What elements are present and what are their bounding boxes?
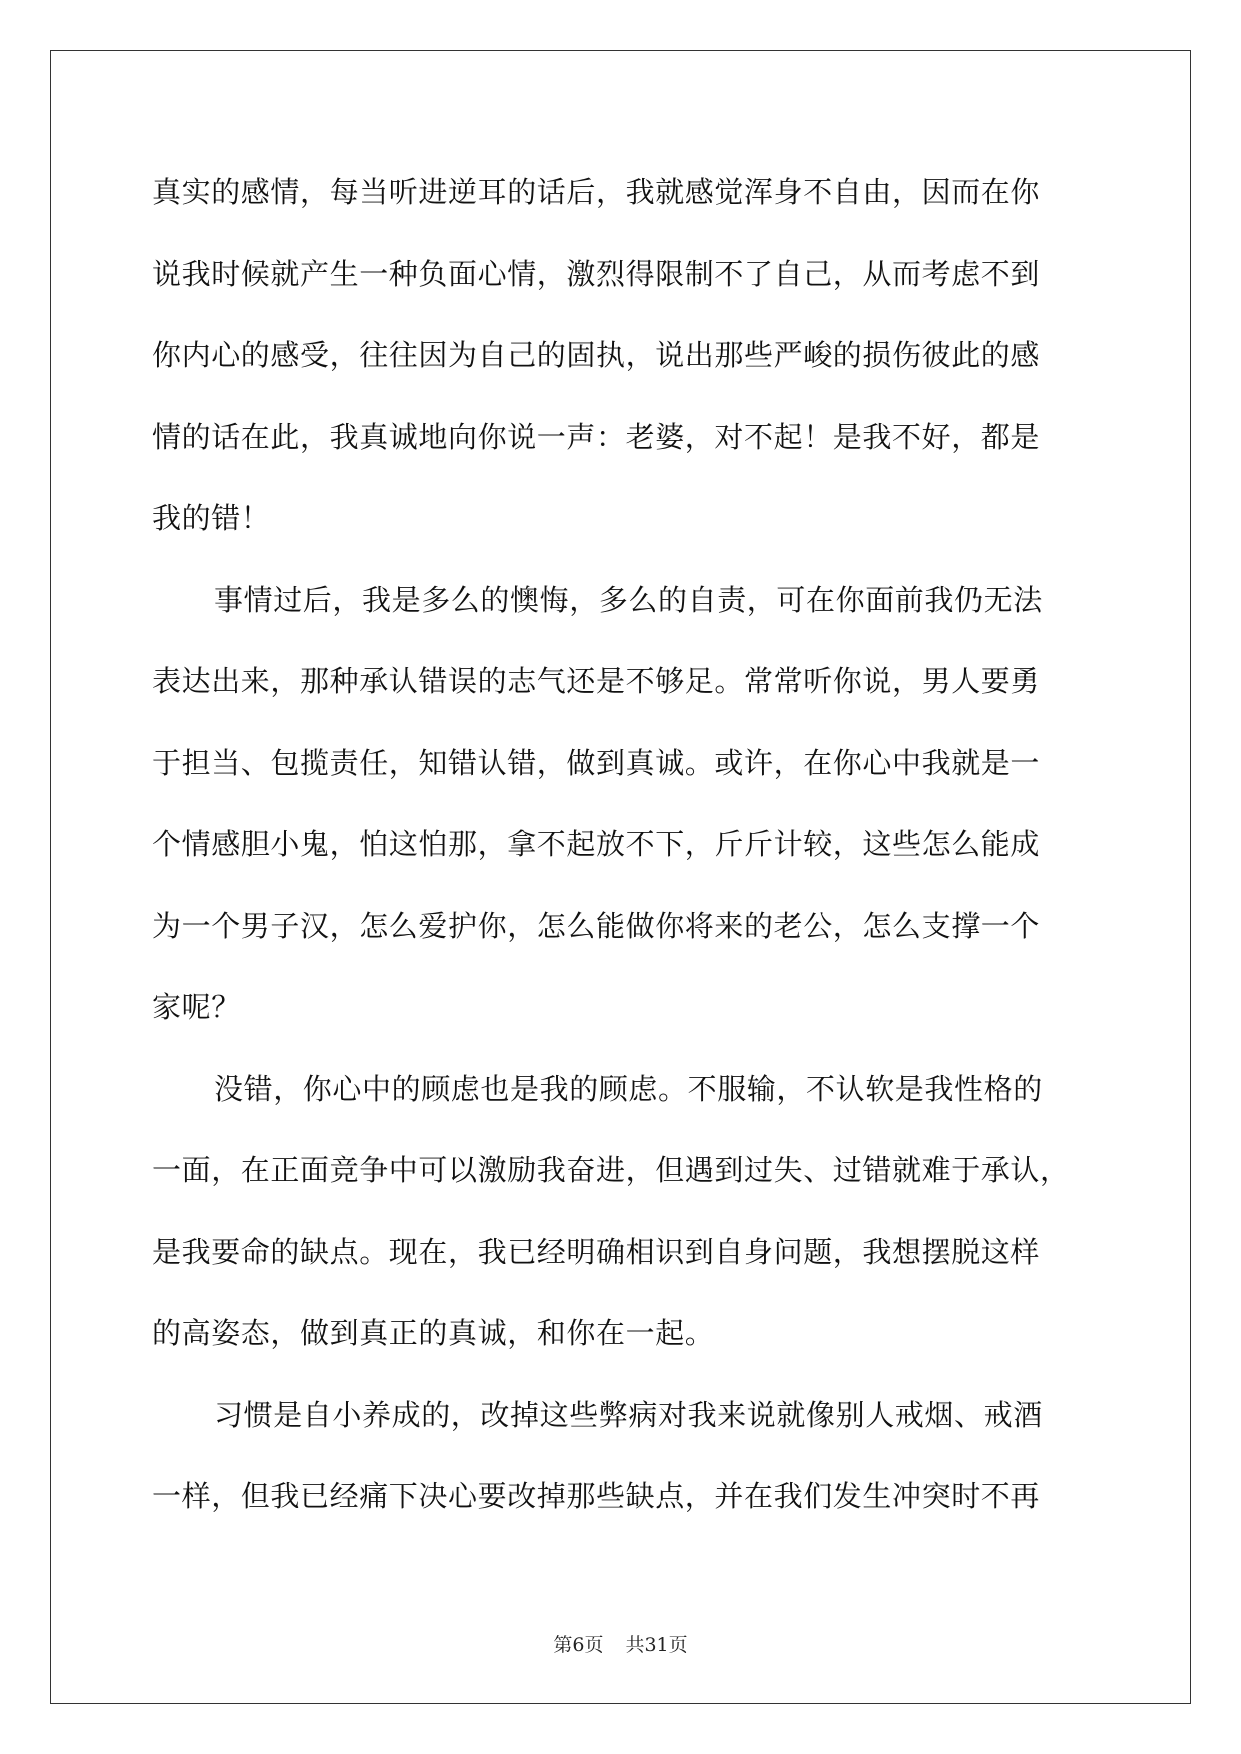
text-line: 的高姿态，做到真正的真诚，和你在一起。 [152, 1316, 715, 1350]
text-line: 我的错！ [152, 501, 271, 535]
text-line: 你内心的感受，往往因为自己的固执，说出那些严峻的损伤彼此的感 [152, 338, 1041, 372]
text-line: 一样，但我已经痛下决心要改掉那些缺点，并在我们发生冲突时不再 [152, 1479, 1041, 1513]
text-line: 说我时候就产生一种负面心情，激烈得限制不了自己，从而考虑不到 [152, 256, 1041, 291]
text-line: 真实的感情，每当听进逆耳的话后，我就感觉浑身不自由，因而在你 [152, 175, 1041, 209]
paragraph-first-line: 习惯是自小养成的，改掉这些弊病对我来说就像别人戒烟、戒酒 [214, 1397, 1043, 1432]
text-line: 家呢？ [152, 990, 241, 1024]
text-line: 一面，在正面竞争中可以激励我奋进，但遇到过失、过错就难于承认， [152, 1153, 1070, 1187]
page-number: 第6页 [553, 1634, 604, 1656]
text-line: 是我要命的缺点。现在，我已经明确相识到自身问题，我想摆脱这样 [152, 1234, 1041, 1269]
document-body [152, 152, 1094, 1538]
text-line: 个情感胆小鬼，怕这怕那，拿不起放不下，斤斤计较，这些怎么能成 [152, 827, 1041, 861]
paragraph-first-line: 事情过后，我是多么的懊悔，多么的自责，可在你面前我仍无法 [214, 582, 1043, 617]
text-line: 为一个男子汉，怎么爱护你，怎么能做你将来的老公，怎么支撑一个 [152, 908, 1041, 943]
page-footer [0, 1630, 1241, 1657]
text-line: 情的话在此，我真诚地向你说一声：老婆，对不起！是我不好，都是 [152, 419, 1041, 454]
paragraph-first-line: 没错，你心中的顾虑也是我的顾虑。不服输，不认软是我性格的 [214, 1071, 1043, 1106]
text-line: 于担当、包揽责任，知错认错，做到真诚。或许，在你心中我就是一 [152, 745, 1041, 780]
total-pages: 共31页 [625, 1634, 688, 1656]
text-line: 表达出来，那种承认错误的志气还是不够足。常常听你说，男人要勇 [152, 664, 1041, 698]
